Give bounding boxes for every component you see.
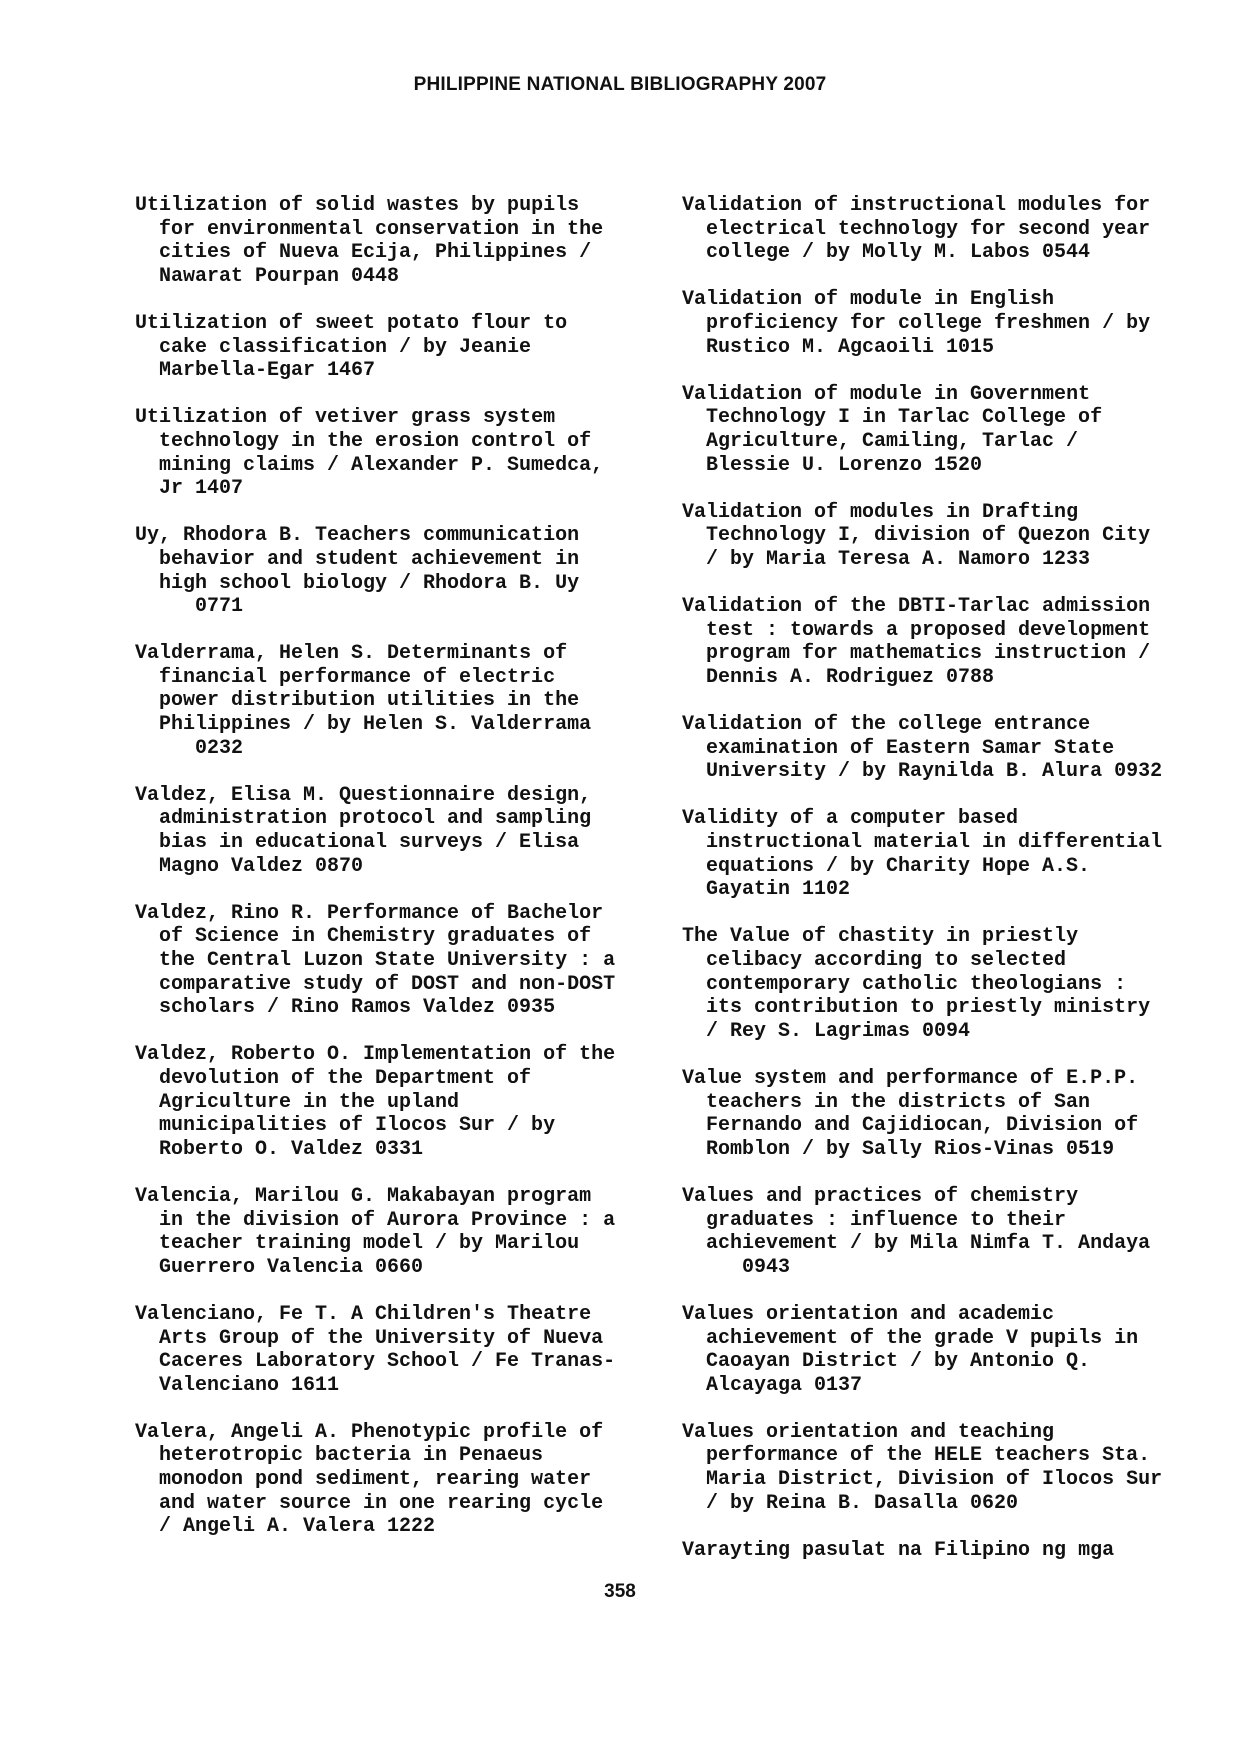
- entry-line: Maria District, Division of Ilocos Sur: [706, 1468, 1163, 1492]
- entry-line: municipalities of Ilocos Sur / by: [159, 1114, 556, 1138]
- entry-line: Romblon / by Sally Rios-Vinas 0519: [706, 1137, 1115, 1161]
- entry-line: college / by Molly M. Labos 0544: [706, 241, 1091, 265]
- entry-line: Guerrero Valencia 0660: [159, 1255, 424, 1279]
- bibliography-entry: [682, 713, 1212, 784]
- entry-line: contemporary catholic theologians :: [706, 972, 1127, 996]
- bibliography-entry: [135, 902, 665, 1020]
- entry-line: achievement / by Mila Nimfa T. Andaya: [706, 1232, 1151, 1256]
- entry-line: bias in educational surveys / Elisa: [159, 831, 580, 855]
- bibliography-entry: [682, 1303, 1212, 1397]
- entry-line: celibacy according to selected: [706, 949, 1067, 972]
- entry-line: Dennis A. Rodriguez 0788: [706, 665, 995, 689]
- bibliography-entry: [682, 1421, 1212, 1515]
- entry-line: comparative study of DOST and non-DOST: [159, 972, 616, 996]
- entry-line: / Angeli A. Valera 1222: [159, 1515, 436, 1539]
- entry-line: Value system and performance of E.P.P.: [682, 1066, 1139, 1090]
- entry-line: Jr 1407: [159, 477, 244, 501]
- entry-line: Validation of module in Government: [682, 382, 1091, 406]
- entry-line: Rustico M. Agcaoili 1015: [706, 335, 995, 359]
- entry-line: 0943: [742, 1255, 791, 1279]
- entry-line: devolution of the Department of: [159, 1066, 532, 1090]
- page-number: 358: [604, 1581, 636, 1602]
- entry-line: mining claims / Alexander P. Sumedca,: [159, 453, 604, 477]
- entry-line: test : towards a proposed development: [706, 618, 1151, 642]
- page-header-title: PHILIPPINE NATIONAL BIBLIOGRAPHY 2007: [413, 74, 827, 95]
- entry-line: Technology I, division of Quezon City: [706, 524, 1151, 548]
- entry-line: Roberto O. Valdez 0331: [159, 1137, 424, 1161]
- bibliography-entry: [135, 784, 665, 878]
- entry-line: Values orientation and teaching: [682, 1420, 1055, 1444]
- entry-line: Gayatin 1102: [706, 878, 851, 902]
- bibliography-entry: [135, 406, 665, 500]
- entry-line: Utilization of solid wastes by pupils: [135, 194, 580, 217]
- entry-line: performance of the HELE teachers Sta.: [706, 1444, 1151, 1468]
- entry-line: Arts Group of the University of Nueva: [159, 1326, 604, 1350]
- entry-line: instructional material in differential: [706, 831, 1163, 855]
- entry-line: for environmental conservation in the: [159, 217, 604, 241]
- entry-line: Agriculture, Camiling, Tarlac /: [706, 429, 1079, 453]
- bibliography-entry: [682, 288, 1212, 359]
- entry-line: Uy, Rhodora B. Teachers communication: [135, 524, 580, 548]
- entry-line: 0232: [195, 736, 244, 760]
- entry-line: / Rey S. Lagrimas 0094: [706, 1019, 971, 1043]
- entry-line: administration protocol and sampling: [159, 807, 592, 831]
- bibliography-entry: [135, 642, 665, 760]
- entry-line: Agriculture in the upland: [159, 1090, 460, 1114]
- entry-line: Varayting pasulat na Filipino ng mga: [682, 1538, 1115, 1562]
- entry-line: Valenciano, Fe T. A Children's Theatre: [135, 1302, 592, 1326]
- bibliography-entry: [682, 194, 1212, 265]
- entry-line: the Central Luzon State University : a: [159, 949, 616, 972]
- bibliography-entry: [135, 1185, 665, 1279]
- entry-line: Marbella-Egar 1467: [159, 359, 376, 383]
- entry-line: Nawarat Pourpan 0448: [159, 264, 400, 288]
- entry-line: Values and practices of chemistry: [682, 1184, 1079, 1208]
- entry-line: / by Reina B. Dasalla 0620: [706, 1491, 1019, 1515]
- entry-line: Valdez, Elisa M. Questionnaire design,: [135, 783, 592, 807]
- bibliography-entry: [682, 1067, 1212, 1161]
- entry-line: Valencia, Marilou G. Makabayan program: [135, 1184, 592, 1208]
- entry-line: heterotropic bacteria in Penaeus: [159, 1444, 544, 1468]
- entry-line: monodon pond sediment, rearing water: [159, 1468, 592, 1492]
- entry-line: teachers in the districts of San: [706, 1090, 1091, 1114]
- entry-line: technology in the erosion control of: [159, 429, 592, 453]
- entry-line: Valenciano 1611: [159, 1373, 340, 1397]
- entry-line: high school biology / Rhodora B. Uy: [159, 571, 580, 595]
- entry-line: cake classification / by Jeanie: [159, 335, 532, 359]
- entry-line: Magno Valdez 0870: [159, 854, 364, 878]
- entry-line: Caoayan District / by Antonio Q.: [706, 1350, 1091, 1374]
- entry-line: in the division of Aurora Province : a: [159, 1208, 616, 1232]
- bibliography-entry: [682, 807, 1212, 901]
- entry-line: power distribution utilities in the: [159, 689, 580, 713]
- entry-line: Blessie U. Lorenzo 1520: [706, 453, 983, 477]
- entry-line: proficiency for college freshmen / by: [706, 311, 1151, 335]
- entry-line: Alcayaga 0137: [706, 1373, 863, 1397]
- bibliography-entry: [682, 1539, 1212, 1563]
- entry-line: Validation of modules in Drafting: [682, 500, 1079, 524]
- entry-line: financial performance of electric: [159, 665, 556, 689]
- bibliography-entry: [135, 524, 665, 618]
- entry-line: Validity of a computer based: [682, 807, 1019, 831]
- bibliography-entry: [135, 1421, 665, 1539]
- entry-line: Valdez, Rino R. Performance of Bachelor: [135, 901, 604, 925]
- entry-line: Validation of module in English: [682, 288, 1055, 312]
- entry-line: behavior and student achievement in: [159, 547, 580, 571]
- entry-line: Values orientation and academic: [682, 1302, 1055, 1326]
- entry-line: Utilization of sweet potato flour to: [135, 311, 568, 335]
- entry-line: Fernando and Cajidiocan, Division of: [706, 1114, 1139, 1138]
- entry-line: Philippines / by Helen S. Valderrama: [159, 713, 592, 737]
- entry-line: scholars / Rino Ramos Valdez 0935: [159, 996, 556, 1020]
- bibliography-entry: [682, 925, 1212, 1043]
- entry-line: The Value of chastity in priestly: [682, 925, 1079, 949]
- bibliography-entry: [135, 1043, 665, 1161]
- bibliography-entry: [135, 312, 665, 383]
- entry-line: Technology I in Tarlac College of: [706, 406, 1103, 430]
- entry-line: electrical technology for second year: [706, 217, 1151, 241]
- entry-line: Valderrama, Helen S. Determinants of: [135, 642, 568, 666]
- entry-line: program for mathematics instruction /: [706, 642, 1151, 666]
- right-column: [682, 194, 1212, 1586]
- entry-line: teacher training model / by Marilou: [159, 1232, 580, 1256]
- entry-line: of Science in Chemistry graduates of: [159, 925, 592, 949]
- bibliography-entry: [682, 1185, 1212, 1279]
- entry-line: Validation of the college entrance: [682, 713, 1091, 737]
- left-column: [135, 194, 665, 1562]
- entry-line: / by Maria Teresa A. Namoro 1233: [706, 547, 1091, 571]
- entry-line: University / by Raynilda B. Alura 0932: [706, 760, 1163, 784]
- entry-line: equations / by Charity Hope A.S.: [706, 854, 1091, 878]
- entry-line: Valera, Angeli A. Phenotypic profile of: [135, 1420, 604, 1444]
- entry-line: 0771: [195, 595, 244, 619]
- bibliography-entry: [682, 501, 1212, 572]
- entry-line: Validation of the DBTI-Tarlac admission: [682, 595, 1151, 619]
- bibliography-entry: [682, 383, 1212, 477]
- bibliography-entry: [135, 194, 665, 288]
- entry-line: Valdez, Roberto O. Implementation of the: [135, 1043, 616, 1067]
- entry-line: Utilization of vetiver grass system: [135, 406, 556, 430]
- entry-line: Caceres Laboratory School / Fe Tranas-: [159, 1350, 616, 1374]
- entry-line: examination of Eastern Samar State: [706, 736, 1115, 760]
- entry-line: its contribution to priestly ministry: [706, 996, 1151, 1020]
- entry-line: Validation of instructional modules for: [682, 194, 1151, 217]
- bibliography-entry: [682, 595, 1212, 689]
- entry-line: achievement of the grade V pupils in: [706, 1326, 1139, 1350]
- bibliography-entry: [135, 1303, 665, 1397]
- entry-line: graduates : influence to their: [706, 1208, 1067, 1232]
- entry-line: cities of Nueva Ecija, Philippines /: [159, 241, 592, 265]
- entry-line: and water source in one rearing cycle: [159, 1491, 604, 1515]
